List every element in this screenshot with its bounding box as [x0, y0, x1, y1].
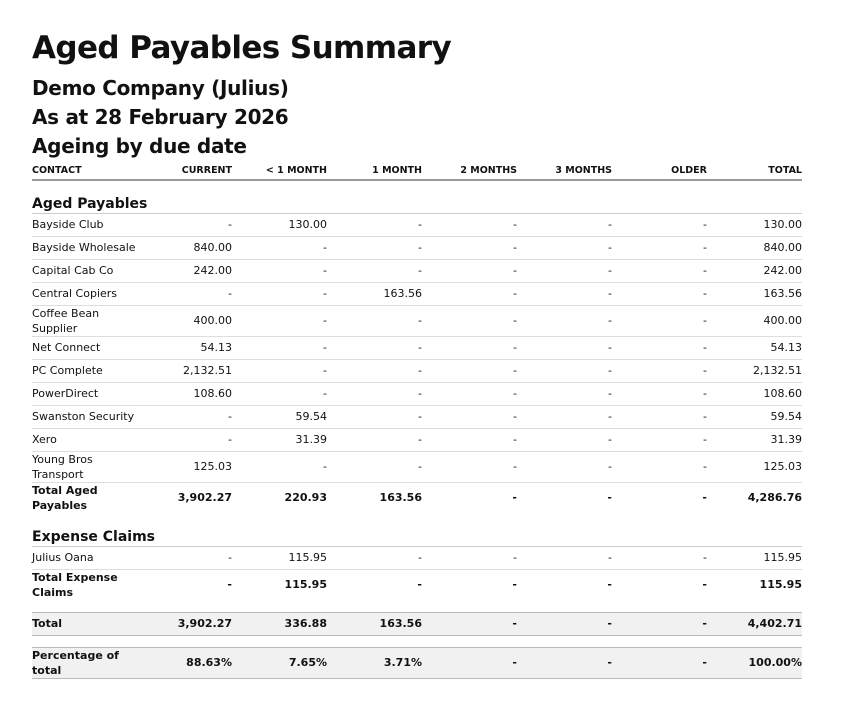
row-cell: -: [512, 491, 517, 505]
row-cell: -: [517, 305, 612, 336]
row-cell: 115.95: [232, 546, 327, 569]
row-cell: 2,132.51: [137, 359, 232, 382]
row-cell: 125.03: [137, 451, 232, 482]
row-cell: 3.71%: [327, 647, 422, 678]
row-cell: 4,402.71: [707, 612, 802, 635]
company-name: Demo Company (Julius): [32, 76, 289, 100]
row-cell: -: [612, 382, 707, 405]
row-cell: -: [422, 282, 517, 305]
row-cell: 108.60: [707, 382, 802, 405]
row-cell: 3,902.27: [177, 491, 232, 505]
row-cell: 59.54: [232, 405, 327, 428]
row-cell: -: [612, 282, 707, 305]
column-header-3-months: 3 MONTHS: [517, 161, 612, 180]
row-cell: -: [702, 578, 707, 592]
table-row: [32, 305, 802, 336]
row-cell: 163.56: [327, 612, 422, 635]
grand-total-row: [32, 612, 802, 635]
table-row: [32, 405, 802, 428]
row-label: Total Expense Claims: [32, 570, 118, 599]
table-row: [32, 546, 802, 569]
row-cell: -: [422, 259, 517, 282]
aged-payables-table: [32, 161, 802, 679]
row-label: Total: [32, 612, 137, 635]
row-cell: -: [612, 359, 707, 382]
row-cell: -: [612, 647, 707, 678]
row-cell: -: [422, 236, 517, 259]
row-cell: -: [517, 428, 612, 451]
row-cell: -: [422, 428, 517, 451]
row-cell: -: [137, 405, 232, 428]
spacer-row: [32, 600, 802, 612]
row-cell: -: [517, 336, 612, 359]
row-cell: -: [422, 612, 517, 635]
row-label: PC Complete: [32, 359, 137, 382]
row-cell: -: [327, 336, 422, 359]
column-header-current: CURRENT: [137, 161, 232, 180]
table-row: [32, 282, 802, 305]
section-heading: Aged Payables: [32, 180, 802, 213]
row-label: PowerDirect: [32, 382, 137, 405]
column-header-total: TOTAL: [707, 161, 802, 180]
row-cell: -: [137, 546, 232, 569]
row-cell: -: [417, 578, 422, 592]
column-header-2-months: 2 MONTHS: [422, 161, 517, 180]
row-cell: -: [327, 451, 422, 482]
row-cell: 400.00: [137, 305, 232, 336]
row-cell: 2,132.51: [707, 359, 802, 382]
row-label: Young Bros Transport: [32, 451, 137, 482]
row-cell: -: [422, 405, 517, 428]
column-header-less-than-1-month: < 1 MONTH: [232, 161, 327, 180]
row-cell: -: [422, 213, 517, 236]
section-heading: Expense Claims: [32, 513, 802, 546]
section-total-row: [32, 482, 802, 513]
table-row: [32, 451, 802, 482]
row-cell: -: [612, 428, 707, 451]
row-cell: -: [232, 282, 327, 305]
row-cell: -: [702, 491, 707, 505]
row-cell: -: [422, 336, 517, 359]
row-cell: -: [517, 647, 612, 678]
ageing-basis: Ageing by due date: [32, 134, 247, 158]
row-cell: 7.65%: [232, 647, 327, 678]
row-label: Capital Cab Co: [32, 259, 137, 282]
row-cell: -: [517, 405, 612, 428]
row-cell: -: [137, 282, 232, 305]
section-total-row: [32, 569, 802, 600]
table-row: [32, 336, 802, 359]
row-cell: 220.93: [284, 491, 327, 505]
row-cell: -: [422, 305, 517, 336]
row-cell: 163.56: [327, 282, 422, 305]
row-cell: -: [327, 213, 422, 236]
row-cell: 125.03: [707, 451, 802, 482]
row-cell: -: [612, 546, 707, 569]
row-cell: -: [227, 578, 232, 592]
row-cell: -: [327, 236, 422, 259]
row-cell: 242.00: [137, 259, 232, 282]
row-cell: 840.00: [137, 236, 232, 259]
row-cell: 840.00: [707, 236, 802, 259]
row-cell: -: [517, 546, 612, 569]
section-heading-row: [32, 180, 802, 213]
row-cell: -: [327, 305, 422, 336]
row-cell: -: [517, 359, 612, 382]
row-cell: 54.13: [137, 336, 232, 359]
table-row: [32, 259, 802, 282]
row-cell: -: [232, 305, 327, 336]
aged-payables-report: [32, 30, 804, 679]
row-label: Percentage of total: [32, 647, 137, 678]
row-cell: 108.60: [137, 382, 232, 405]
row-cell: -: [422, 647, 517, 678]
row-cell: -: [232, 259, 327, 282]
row-cell: 31.39: [232, 428, 327, 451]
row-cell: -: [232, 336, 327, 359]
table-header-row: [32, 161, 802, 180]
row-cell: -: [612, 259, 707, 282]
row-cell: -: [607, 491, 612, 505]
row-cell: 242.00: [707, 259, 802, 282]
row-cell: 59.54: [707, 405, 802, 428]
row-cell: -: [232, 236, 327, 259]
row-cell: -: [612, 236, 707, 259]
row-cell: -: [612, 451, 707, 482]
row-cell: 115.95: [707, 546, 802, 569]
row-cell: 88.63%: [137, 647, 232, 678]
row-cell: 31.39: [707, 428, 802, 451]
spacer-row: [32, 635, 802, 647]
row-label: Bayside Club: [32, 213, 137, 236]
row-cell: -: [137, 213, 232, 236]
report-title: Aged Payables Summary: [32, 30, 452, 66]
row-cell: -: [327, 359, 422, 382]
row-cell: 4,286.76: [747, 491, 802, 505]
spacer-cell: [32, 600, 802, 612]
row-cell: -: [517, 213, 612, 236]
table-row: [32, 236, 802, 259]
row-cell: -: [422, 359, 517, 382]
row-cell: -: [232, 382, 327, 405]
spacer-cell: [32, 635, 802, 647]
row-cell: -: [517, 382, 612, 405]
row-cell: -: [232, 451, 327, 482]
row-cell: -: [327, 259, 422, 282]
percentage-row: [32, 647, 802, 678]
row-cell: -: [612, 213, 707, 236]
row-label: Central Copiers: [32, 282, 137, 305]
row-cell: 400.00: [707, 305, 802, 336]
row-cell: 3,902.27: [137, 612, 232, 635]
section-heading-row: [32, 513, 802, 546]
row-cell: 163.56: [379, 491, 422, 505]
row-cell: -: [327, 382, 422, 405]
row-cell: 115.95: [759, 578, 802, 592]
row-cell: 163.56: [707, 282, 802, 305]
row-cell: -: [517, 236, 612, 259]
row-cell: -: [327, 405, 422, 428]
row-label: Total Aged Payables: [32, 483, 98, 512]
row-cell: -: [422, 451, 517, 482]
row-cell: -: [422, 382, 517, 405]
report-date: As at 28 February 2026: [32, 105, 289, 129]
row-cell: -: [612, 336, 707, 359]
row-cell: 115.95: [284, 578, 327, 592]
row-cell: -: [517, 612, 612, 635]
row-cell: 130.00: [232, 213, 327, 236]
row-cell: -: [327, 546, 422, 569]
row-cell: 100.00%: [707, 647, 802, 678]
row-cell: -: [232, 359, 327, 382]
row-label: Bayside Wholesale: [32, 236, 137, 259]
table-row: [32, 213, 802, 236]
row-cell: -: [612, 612, 707, 635]
row-cell: 54.13: [707, 336, 802, 359]
column-header-1-month: 1 MONTH: [327, 161, 422, 180]
row-label: Xero: [32, 428, 137, 451]
table-row: [32, 359, 802, 382]
row-cell: 336.88: [232, 612, 327, 635]
row-label: Net Connect: [32, 336, 137, 359]
row-cell: -: [612, 405, 707, 428]
row-label: Julius Oana: [32, 546, 137, 569]
row-cell: -: [607, 578, 612, 592]
table-row: [32, 382, 802, 405]
column-header-older: OLDER: [612, 161, 707, 180]
row-cell: -: [422, 546, 517, 569]
row-cell: -: [612, 305, 707, 336]
row-label: Coffee Bean Supplier: [32, 305, 137, 336]
row-cell: -: [517, 259, 612, 282]
row-cell: -: [327, 428, 422, 451]
row-cell: -: [517, 282, 612, 305]
row-cell: -: [512, 578, 517, 592]
table-row: [32, 428, 802, 451]
row-cell: -: [137, 428, 232, 451]
row-label: Swanston Security: [32, 405, 137, 428]
row-cell: 130.00: [707, 213, 802, 236]
column-header-contact: CONTACT: [32, 161, 137, 180]
row-cell: -: [517, 451, 612, 482]
